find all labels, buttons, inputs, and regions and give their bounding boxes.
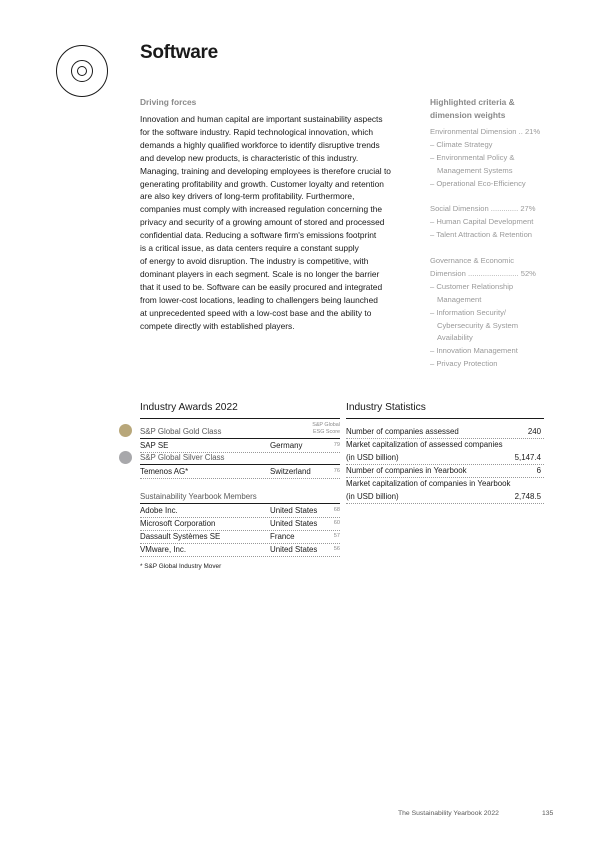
company-country: United States <box>270 519 318 528</box>
body-line: are also key drivers of long-term profitability. Furthermore, <box>140 191 355 202</box>
company-name: VMware, Inc. <box>140 545 187 554</box>
score-header-line: ESG Score <box>313 428 340 435</box>
body-line: from lower-cost locations, leading to challengers being launched <box>140 294 378 305</box>
criterion: – Human Capital Development <box>430 217 534 227</box>
stats-label: Market capitalization of assessed companies <box>346 440 503 449</box>
body-line: is a critical issue, as data centers require a constant supply <box>140 243 359 254</box>
stats-row <box>346 425 544 439</box>
company-name: Temenos AG* <box>140 467 189 476</box>
body-line: for the software industry. Rapid technological innovation, which <box>140 126 374 137</box>
body-line: that it used to be. Software can be easily procured and integrated <box>140 281 383 292</box>
disc-icon-ring <box>71 60 93 82</box>
body-line: of energy to avoid disruption. The industry is competitive, with <box>140 255 369 266</box>
body-line: compete directly with established players. <box>140 320 295 331</box>
body-line: confidential data. Reducing a software firm's emissions footprint <box>140 230 377 241</box>
criterion: – Innovation Management <box>430 346 518 356</box>
silver-class-label: S&P Global Silver Class <box>140 453 225 462</box>
body-line: privacy and security of a growing amount of stored and processed <box>140 217 385 228</box>
stats-value: 240 <box>527 427 541 436</box>
criterion-cont: Management Systems <box>437 165 513 175</box>
table-row <box>140 543 340 557</box>
company-country: Germany <box>270 441 303 450</box>
table-row <box>140 504 340 518</box>
company-country: Switzerland <box>270 467 311 476</box>
criterion: – Operational Eco-Efficiency <box>430 178 526 188</box>
stats-row <box>346 451 544 465</box>
gov-dimension: Governance & Economic <box>430 256 514 266</box>
table-row <box>140 517 340 531</box>
stats-title: Industry Statistics <box>346 402 426 413</box>
criterion: – Talent Attraction & Retention <box>430 230 533 240</box>
stats-row <box>346 464 544 478</box>
driving-forces-text <box>140 113 416 332</box>
publication-name: The Sustainability Yearbook 2022 <box>398 810 499 817</box>
table-row <box>140 439 340 453</box>
gov-dimension-cont: Dimension ........................ 52% <box>430 268 536 278</box>
company-score: 76 <box>333 468 340 474</box>
stats-value: 5,147.4 <box>514 453 541 462</box>
stats-row <box>346 438 544 451</box>
gold-class-badge <box>119 424 132 437</box>
company-score: 60 <box>333 520 340 526</box>
company-score: 57 <box>333 533 340 539</box>
company-name: Adobe Inc. <box>140 506 178 515</box>
disc-icon-center <box>77 66 87 76</box>
criteria-list <box>430 126 544 371</box>
criteria-heading-line: Highlighted criteria & <box>430 97 515 107</box>
criterion: – Environmental Policy & <box>430 152 515 162</box>
members-label: Sustainability Yearbook Members <box>140 492 257 501</box>
criterion: – Information Security/ <box>430 307 506 317</box>
company-country: France <box>270 532 295 541</box>
body-line: demands a highly qualified workforce to identify disruptive trends <box>140 139 380 150</box>
company-score: 56 <box>333 546 340 552</box>
social-dimension: Social Dimension ............. 27% <box>430 204 536 214</box>
body-line: at unprecedented speed with a low-cost base and the ability to <box>140 307 372 318</box>
stats-row <box>346 477 544 490</box>
stats-label: (in USD billion) <box>346 492 399 501</box>
company-name: SAP SE <box>140 441 169 450</box>
criterion: – Customer Relationship <box>430 281 514 291</box>
stats-value: 6 <box>536 466 541 475</box>
criteria-heading-line: dimension weights <box>430 109 506 120</box>
stats-label: (in USD billion) <box>346 453 399 462</box>
table-row <box>140 530 340 544</box>
criterion: – Privacy Protection <box>430 359 498 369</box>
table-row <box>140 465 340 479</box>
stats-value: 2,748.5 <box>514 492 541 501</box>
stats-label: Market capitalization of companies in Yearbook <box>346 479 511 488</box>
disc-icon <box>56 45 108 97</box>
score-header-line: S&P Global <box>312 422 340 428</box>
criteria-heading <box>430 96 515 122</box>
body-line: generating profitability and growth. Customer loyalty and retention <box>140 178 384 189</box>
body-line: Innovation and human capital are important sustainability aspects <box>140 114 383 124</box>
score-header <box>290 422 340 435</box>
gold-class-label: S&P Global Gold Class <box>140 427 222 436</box>
env-dimension: Environmental Dimension .. 21% <box>430 127 541 136</box>
stats-label: Number of companies in Yearbook <box>346 466 467 475</box>
criterion-cont: Availability <box>437 333 473 343</box>
company-name: Microsoft Corporation <box>140 519 216 528</box>
criterion: – Climate Strategy <box>430 139 493 149</box>
criterion-cont: Cybersecurity & System <box>437 320 519 330</box>
page-title: Software <box>140 42 218 63</box>
driving-forces-heading: Driving forces <box>140 97 197 107</box>
company-country: United States <box>270 506 318 515</box>
stats-label: Number of companies assessed <box>346 427 459 436</box>
company-country: United States <box>270 545 318 554</box>
awards-rule <box>140 418 340 419</box>
page-number: 135 <box>542 810 554 817</box>
silver-class-badge <box>119 451 132 464</box>
stats-rule <box>346 418 544 419</box>
company-score: 68 <box>333 507 340 513</box>
body-line: companies must comply with increased regulation concerning the <box>140 204 383 215</box>
stats-row <box>346 490 544 504</box>
footnote: * S&P Global Industry Mover <box>140 563 222 570</box>
criterion-cont: Management <box>437 294 482 304</box>
company-name: Dassault Systèmes SE <box>140 532 221 541</box>
body-line: dominant players in each segment. Scale is no longer the barrier <box>140 268 380 279</box>
awards-title: Industry Awards 2022 <box>140 402 238 413</box>
body-line: Managing, training and developing employees is therefore crucial to <box>140 165 391 176</box>
body-line: and develop new products, is characteristic of this industry. <box>140 152 359 163</box>
company-score: 79 <box>333 442 340 448</box>
